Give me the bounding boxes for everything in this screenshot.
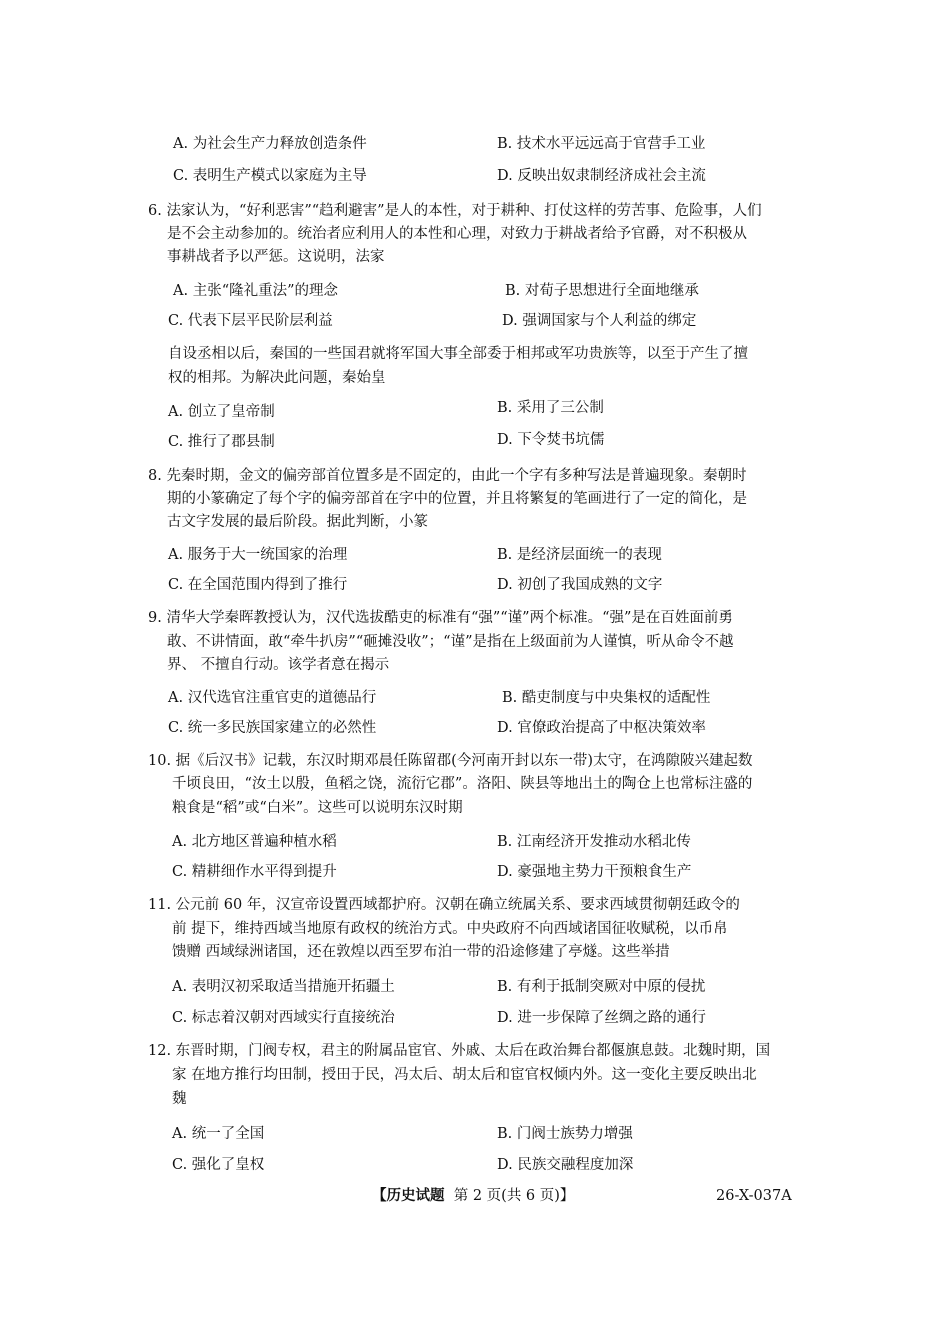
q7-stem-line-2: 权的相邦。为解决此问题，秦始皇 (168, 370, 386, 386)
q11-option-d: D. 进一步保障了丝绸之路的通行 (497, 1010, 706, 1026)
q6-option-c: C. 代表下层平民阶层利益 (168, 313, 333, 329)
q9-stem-line-2: 敢、不讲情面，敢“牵牛扒房”“砸摊没收”；“谨”是指在上级面前为人谨慎，听从命令不越 (167, 634, 734, 650)
q8-stem-line-2: 期的小篆确定了每个字的偏旁部首在字中的位置，并且将繁复的笔画进行了一定的简化，是 (167, 491, 747, 507)
q9-option-c: C. 统一多民族国家建立的必然性 (168, 720, 377, 736)
q6-stem-line-2: 是不会主动参加的。统治者应利用人的本性和心理，对致力于耕战者给予官爵，对不积极从 (167, 226, 747, 242)
q10-stem-line-3: 粮食是“稻”或“白米”。这些可以说明东汉时期 (172, 800, 463, 816)
q5-option-b: B. 技术水平远远高于官营手工业 (497, 136, 706, 152)
q9-stem-line-3: 界、 不擅自行动。该学者意在揭示 (167, 657, 390, 673)
q10-stem-line-2: 千顷良田，“汝土以殷，鱼稻之饶，流衍它郡”。洛阳、陕县等地出土的陶仓上也常标注盛的 (172, 776, 753, 792)
q12-stem-line-3: 魏 (172, 1091, 187, 1107)
q9-option-d: D. 官僚政治提高了中枢决策效率 (497, 720, 706, 736)
q6-option-d: D. 强调国家与个人利益的绑定 (502, 313, 697, 329)
q11-option-a: A. 表明汉初采取适当措施开拓疆土 (172, 979, 395, 995)
q7-option-a: A. 创立了皇帝制 (168, 404, 275, 420)
footer-page-info: 第 2 页(共 6 页)】 (453, 1188, 575, 1204)
q7-stem-line-1: 自设丞相以后，秦国的一些国君就将军国大事全部委于相邦或军功贵族等，以至于产生了擅 (168, 346, 748, 362)
q12-option-d: D. 民族交融程度加深 (497, 1157, 634, 1173)
q9-option-a: A. 汉代选官注重官吏的道德品行 (168, 690, 377, 706)
q11-option-c: C. 标志着汉朝对西域实行直接统治 (172, 1010, 395, 1026)
q8-option-b: B. 是经济层面统一的表现 (497, 547, 662, 563)
q7-option-d: D. 下令焚书坑儒 (497, 432, 605, 448)
q6-stem-line-1: 6. 法家认为，“好利恶害”“趋利避害”是人的本性，对于耕种、打仗这样的劳苦事、危险事，人们 (148, 203, 762, 219)
q6-option-b: B. 对荀子思想进行全面地继承 (505, 283, 699, 299)
page-footer (372, 1186, 574, 1206)
q7-option-c: C. 推行了郡县制 (168, 434, 275, 450)
q12-stem-line-2: 家 在地方推行均田制，授田于民，冯太后、胡太后和宦官权倾内外。这一变化主要反映出北 (172, 1067, 757, 1083)
q10-option-c: C. 精耕细作水平得到提升 (172, 864, 337, 880)
q10-option-b: B. 江南经济开发推动水稻北传 (497, 834, 691, 850)
q9-option-b: B. 酷吏制度与中央集权的适配性 (502, 690, 711, 706)
q11-option-b: B. 有利于抵制突厥对中原的侵扰 (497, 979, 706, 995)
q7-option-b: B. 采用了三公制 (497, 400, 604, 416)
q6-option-a: A. 主张“隆礼重法”的理念 (173, 283, 339, 299)
footer-code: 26-X-037A (716, 1188, 792, 1204)
q11-stem-line-2: 前 提下，维持西域当地原有政权的统治方式。中央政府不向西域诸国征收赋税，以币帛 (172, 921, 728, 937)
q12-option-a: A. 统一了全国 (172, 1126, 265, 1142)
q5-option-d: D. 反映出奴隶制经济成社会主流 (497, 168, 706, 184)
q10-option-d: D. 豪强地主势力干预粮食生产 (497, 864, 692, 880)
q8-stem-line-1: 8. 先秦时期，金文的偏旁部首位置多是不固定的，由此一个字有多种写法是普遍现象。秦朝时 (148, 468, 747, 484)
q12-option-c: C. 强化了皇权 (172, 1157, 265, 1173)
q11-stem-line-1: 11. 公元前 60 年，汉宣帝设置西域都护府。汉朝在确立统属关系、要求西域贯彻朝廷政令的 (148, 897, 740, 913)
footer-subject: 【历史试题 (372, 1187, 445, 1204)
q8-option-a: A. 服务于大一统国家的治理 (168, 547, 348, 563)
q10-stem-line-1: 10. 据《后汉书》记载，东汉时期邓晨任陈留郡(今河南开封以东一带)太守，在鸿隙陂兴建起数 (148, 753, 753, 769)
q12-option-b: B. 门阀士族势力增强 (497, 1126, 633, 1142)
q9-stem-line-1: 9. 清华大学秦晖教授认为，汉代选拔酷吏的标准有“强”“谨”两个标准。“强”是在百姓面前勇 (148, 610, 733, 626)
q12-stem-line-1: 12. 东晋时期，门阀专权，君主的附属品宦官、外戚、太后在政治舞台都偃旗息鼓。北魏时期，国 (148, 1043, 771, 1059)
q6-stem-line-3: 事耕战者予以严惩。这说明，法家 (167, 249, 385, 265)
q10-option-a: A. 北方地区普遍种植水稻 (172, 834, 337, 850)
q11-stem-line-3: 馈赠 西域绿洲诸国，还在敦煌以西至罗布泊一带的沿途修建了亭燧。这些举措 (172, 944, 670, 960)
q8-option-c: C. 在全国范围内得到了推行 (168, 577, 348, 593)
q8-option-d: D. 初创了我国成熟的文字 (497, 577, 663, 593)
q5-option-a: A. 为社会生产力释放创造条件 (173, 136, 367, 152)
q8-stem-line-3: 古文字发展的最后阶段。据此判断，小篆 (167, 514, 428, 530)
q5-option-c: C. 表明生产模式以家庭为主导 (173, 168, 367, 184)
